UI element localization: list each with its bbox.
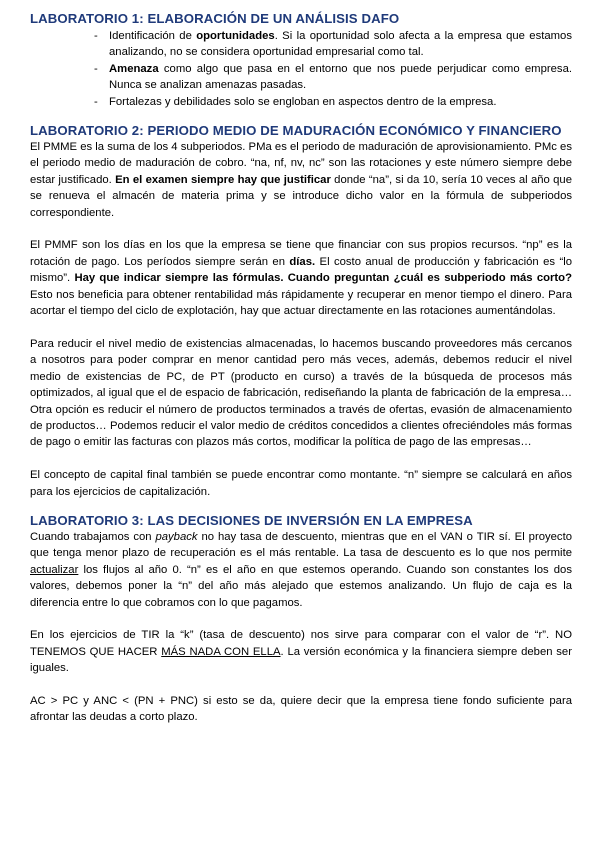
bold-text-run: Hay que indicar siempre las fórmulas. Cuando preguntan ¿cuál es subperiodo más corto?: [74, 272, 572, 285]
list-item: [94, 94, 572, 110]
bullet-dash: -: [94, 95, 98, 108]
text-run: no hay tasa de descuento, mientras que en el VAN o TIR sí. El proyecto que tenga menor plazo de recuperación es el más rentable. La tasa de descuento es lo que nos permite: [30, 530, 572, 560]
lab3-title: LABORATORIO 3: LAS DECISIONES DE INVERSIÓN EN LA EMPRESA: [30, 512, 473, 528]
bullet-bold-text: Amenaza: [109, 62, 159, 75]
bold-text-run: En el examen siempre hay que justificar: [115, 173, 331, 186]
text-run: En los ejercicios de TIR la “k” (tasa de descuento) nos sirve para comparar con el valor de “r”. NO TENEMOS QUE HACER: [30, 629, 572, 658]
text-run: . La versión económica y la financiera siempre deben ser iguales.: [30, 645, 572, 675]
bold-text-run: días.: [289, 255, 316, 268]
bullet-text: como algo que pasa en el entorno que nos puede perjudicar como empresa. Nunca se analizan amenazas pasadas.: [109, 62, 572, 92]
italic-text-run: payback: [155, 530, 198, 543]
bullet-bold-text: oportunidades: [196, 30, 275, 42]
bullet-text: Fortalezas y debilidades solo se engloban en aspectos dentro de la empresa.: [109, 95, 497, 108]
lab2-paragraph-4: El concepto de capital final también se puede encontrar como montante. “n” siempre se calculará en años para los ejercicios de capitalización.: [30, 469, 572, 498]
text-run: El costo anual de producción y fabricación es “lo mismo”.: [30, 255, 572, 285]
text-run: Cuando trabajamos con: [30, 530, 156, 543]
lab3-paragraph-1: [30, 529, 572, 611]
text-run: El PMME es la suma de los 4 subperiodos. PMa es el periodo de maduración de aprovisionamiento. PMc es el periodo medio de maduración de cobro. “na, nf, nv, nc” son las rotaciones y este número siempre debe estar justificado.: [30, 141, 572, 186]
text-run: los flujos al año 0. “n” es el año en que estemos operando. Cuando son constantes los dos valores, debemos poner la “n” del año más alejado que estemos analizando. Un flujo de caja es la diferencia entre lo que cobramos con lo que pagamos.: [30, 563, 572, 609]
text-run: El PMMF son los días en los que la empresa se tiene que financiar con sus propios recursos. “np” es la rotación de pago. Los períodos siempre serán en: [30, 239, 572, 268]
lab1-title: LABORATORIO 1: ELABORACIÓN DE UN ANÁLISIS DAFO: [30, 11, 400, 26]
text-run: Esto nos beneficia para obtener rentabilidad más rápidamente y recuperar en menor tiempo el dinero. Para acortar el tiempo del ciclo de explotación, hay que actuar directamente en las rotaciones aumentándolas.: [30, 288, 572, 318]
bullet-dash: -: [94, 30, 98, 42]
lab2-paragraph-3: Para reducir el nivel medio de existencias almacenadas, lo hacemos buscando proveedores más cercanos a nosotros para poder comprar en menor cantidad pero más veces, además, debemos reducir el nivel medio de existencias de PC, de PT (producto en curso) a través de la búsqueda de procesos más optimizados, al igual que el de espacio de fabricación, rediseñando la planta de fabricación de la empresa… Otra opción es reducir el número de productos terminados a través de ofertas, evasión de almacenamiento de productos… Podemos reducir el valor medio de créditos concedidos a clientes ofreciéndoles más formas de pago o emitir las facturas con plazos más cortos, modificar la política de pago de las empresas…: [30, 337, 572, 449]
list-item: [94, 28, 572, 61]
lab2-paragraph-1: [30, 139, 572, 221]
bullet-text: . Si la oportunidad solo afecta a la empresa que estamos analizando, no se considera oportunidad empresarial como tal.: [109, 30, 572, 59]
underlined-text-run: MÁS NADA CON ELLA: [161, 645, 281, 658]
document-page: [30, 10, 572, 726]
bullet-dash: -: [94, 62, 98, 75]
list-item: [94, 61, 572, 94]
lab3-paragraph-3: AC > PC y ANC < (PN + PNC) si esto se da, quiere decir que la empresa tiene fondo suficiente para afrontar las deudas a corto plazo.: [30, 694, 572, 724]
lab3-paragraph-2: [30, 627, 572, 676]
text-run: donde “na”, si da 10, sería 10 veces al año que se renueva el almacén de materia prima y se introduce dicho valor en la fórmula de subperiodos correspondiente.: [30, 173, 572, 219]
bullet-text: Identificación de: [109, 30, 197, 42]
lab2-paragraph-2: [30, 237, 572, 319]
lab1-bullet-list: [30, 28, 572, 110]
lab2-title: LABORATORIO 2: PERIODO MEDIO DE MADURACIÓN ECONÓMICO Y FINANCIERO: [30, 123, 562, 139]
underlined-text-run: actualizar: [30, 563, 79, 576]
